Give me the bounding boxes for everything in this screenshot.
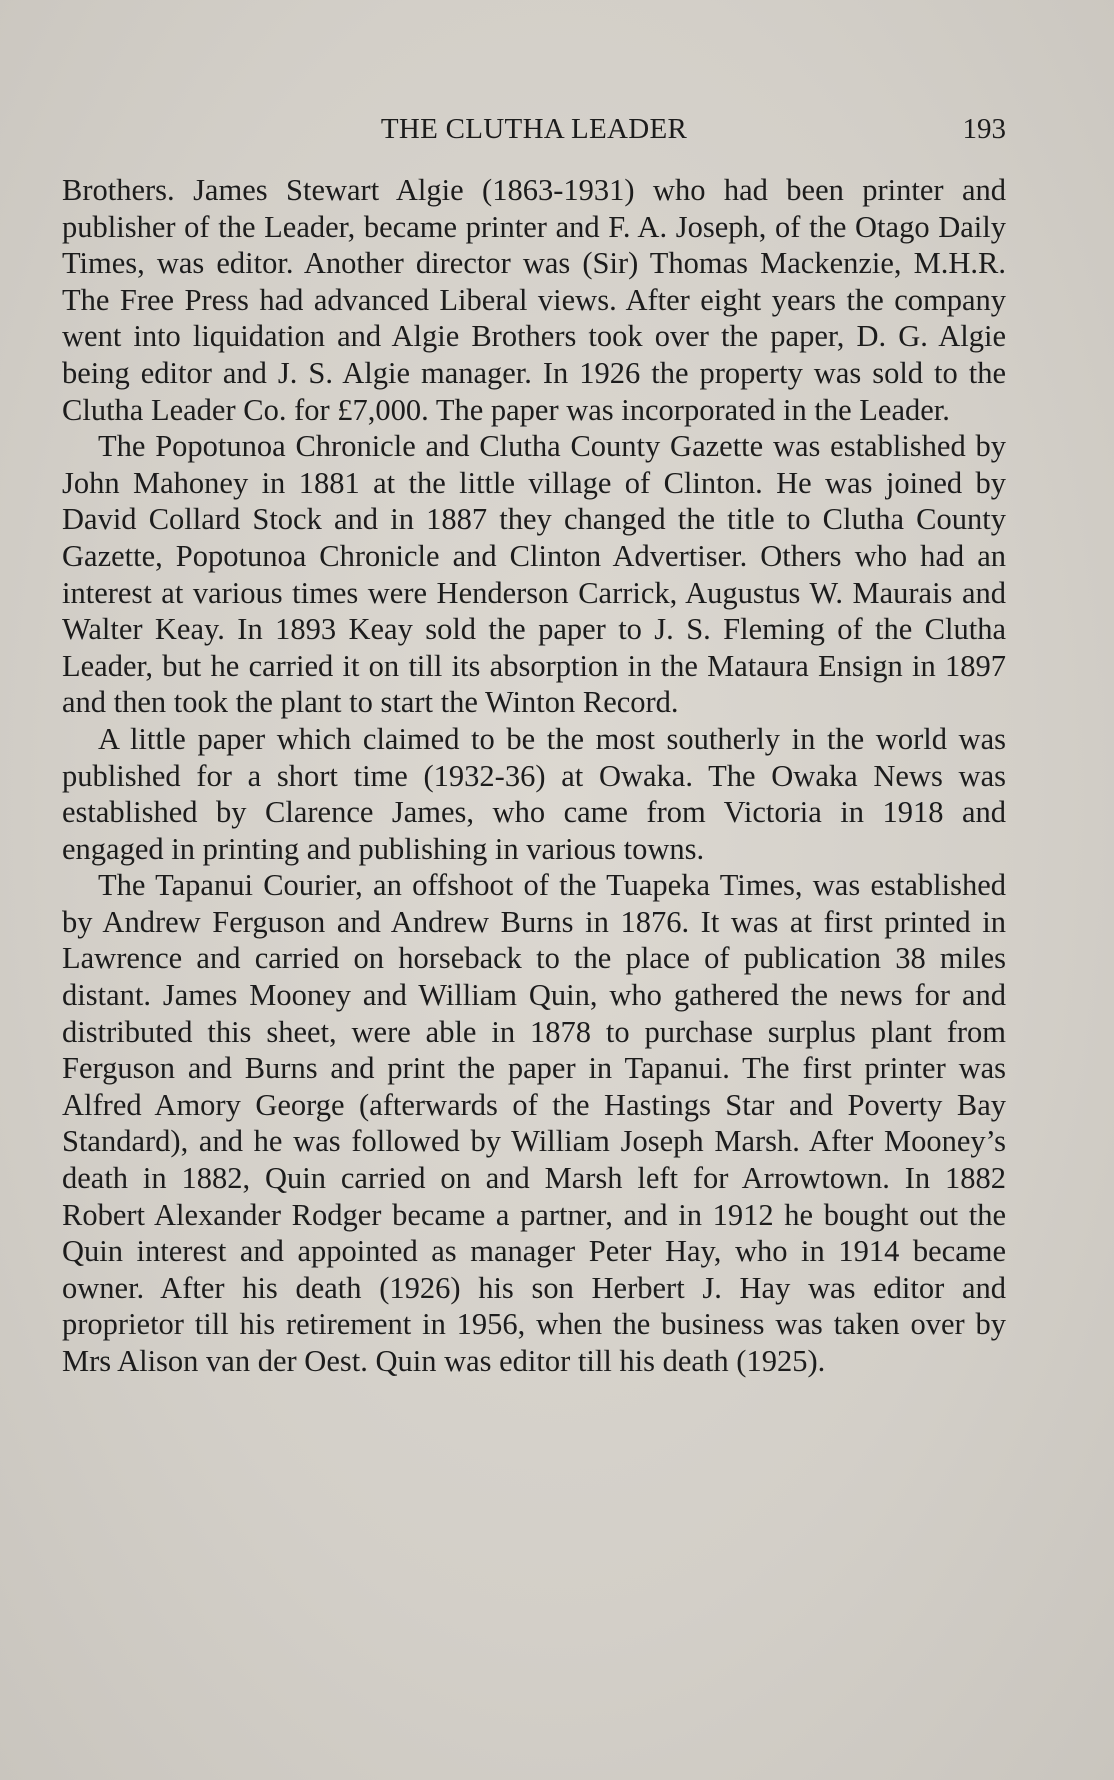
paragraph-tapanui-courier: The Tapanui Courier, an offshoot of the Tuapeka Times, was established by Andrew Ferguson and Andrew Burns in 1876. It was at first printed in Lawrence and carried on horseback to the place of publication 38 miles distant. James Mooney and William Quin, who gathered the news for and distributed this sheet, were able in 1878 to purchase surplus plant from Ferguson and Burns and print the paper in Tapanui. The first printer was Alfred Amory George (afterwards of the Hastings Star and Poverty Bay Standard), and he was followed by William Joseph Marsh. After Mooney’s death in 1882, Quin carried on and Marsh left for Arrowtown. In 1882 Robert Alexander Rodger became a partner, and in 1912 he bought out the Quin interest and appointed as manager Peter Hay, who in 1914 became owner. After his death (1926) his son Herbert J. Hay was editor and proprietor till his retirement in 1956, when the business was taken over by Mrs Alison van der Oest. Quin was editor till his death (1925). [62, 868, 1006, 1378]
page-number: 193 [962, 113, 1006, 145]
paragraph-popotunoa-chronicle: The Popotunoa Chronicle and Clutha County Gazette was established by John Mahoney in 1881 at the little village of Clinton. He was joined by David Collard Stock and in 1887 they changed the title to Clutha County Gazette, Popotunoa Chronicle and Clinton Advertiser. Others who had an interest at various times were Henderson Carrick, Augustus W. Maurais and Walter Keay. In 1893 Keay sold the paper to J. S. Fleming of the Clutha Leader, but he carried it on till its absorption in the Mataura Ensign in 1897 and then took the plant to start the Winton Record. [62, 429, 1006, 720]
paragraph-owaka-news: A little paper which claimed to be the most southerly in the world was published for a short time (1932-36) at Owaka. The Owaka News was established by Clarence James, who came from Victoria in 1918 and engaged in printing and publishing in various towns. [62, 721, 1006, 866]
paragraph-algie-brothers: Brothers. James Stewart Algie (1863-1931) who had been printer and publisher of the Leader, became printer and F. A. Joseph, of the Otago Daily Times, was editor. Another director was (Sir) Thomas Mackenzie, M.H.R. The Free Press had advanced Liberal views. After eight years the company went into liquidation and Algie Brothers took over the paper, D. G. Algie being editor and J. S. Algie manager. In 1926 the property was sold to the Clutha Leader Co. for £7,000. The paper was incorporated in the Leader. [62, 173, 1006, 427]
body-text [62, 172, 1006, 1380]
chapter-title: THE CLUTHA LEADER [380, 113, 688, 145]
running-head [62, 109, 1006, 149]
